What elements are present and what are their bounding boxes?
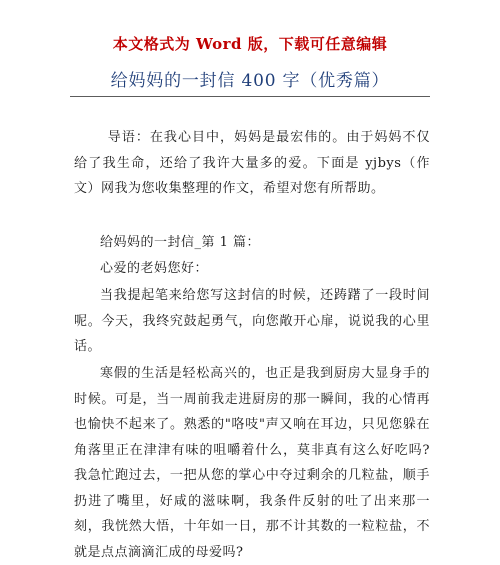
body-paragraph-1: 当我提起笔来给您写这封信的时候，还踌躇了一段时间呢。今天，我终究鼓起勇气，向您敞开心扉，说说我的心里话。 [74, 288, 430, 354]
section-heading: 给妈妈的一封信_第 1 篇： [100, 235, 261, 250]
title-underline [70, 96, 430, 97]
body-paragraph-2: 寒假的生活是轻松高兴的，也正是我到厨房大显身手的时候。可是，当一周前我走进厨房的那一瞬间，我的心情再也愉快不起来了。熟悉的"咯吱"声又响在耳边，只见您躲在角落里正在津津有味的咀嚼着什么，莫非真有这么好吃吗?我急忙跑过去，一把从您的掌心中夺过剩余的几粒盐，顺手扔进了嘴里，好咸的滋味啊，我条件反射的吐了出来那一刻，我恍然大悟，十年如一日，那不计其数的一粒粒盐，不就是点点滴滴汇成的母爱吗? [74, 366, 430, 560]
format-banner: 本文格式为 Word 版，下载可任意编辑 [112, 35, 388, 53]
letter-greeting: 心爱的老妈您好： [100, 260, 209, 276]
intro-paragraph: 导语：在我心目中，妈妈是最宏伟的。由于妈妈不仅给了我生命，还给了我许大量多的爱。下面是 yjbys（作文）网我为您收集整理的作文，希望对您有所帮助。 [74, 130, 430, 196]
document-title: 给妈妈的一封信 400 字（优秀篇） [110, 71, 390, 91]
